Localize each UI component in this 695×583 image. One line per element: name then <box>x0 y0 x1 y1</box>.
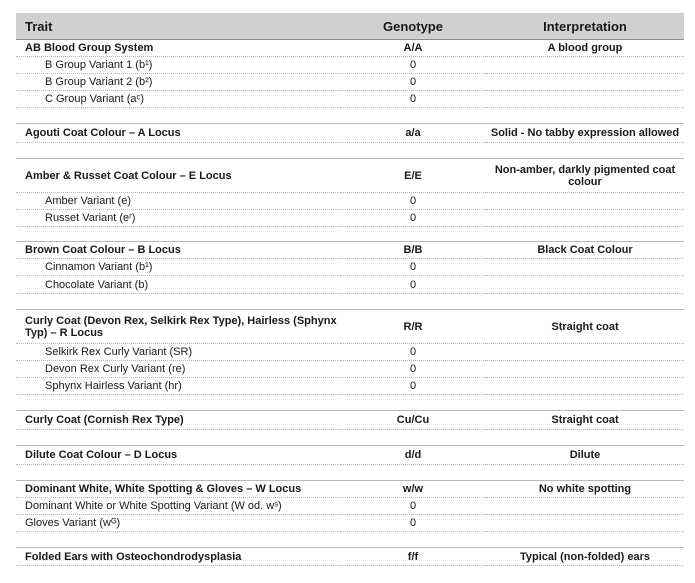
spacer-row <box>16 532 684 548</box>
trait-cell: Amber Variant (e) <box>16 193 340 210</box>
interpretation-cell <box>486 498 684 515</box>
genotype-cell: 0 <box>340 378 486 395</box>
trait-cell: Agouti Coat Colour – A Locus <box>16 124 340 143</box>
genotype-cell: f/f <box>340 548 486 566</box>
interpretation-cell <box>486 344 684 361</box>
genotype-cell: 0 <box>340 210 486 227</box>
variant-row <box>16 74 684 91</box>
variant-row <box>16 498 684 515</box>
spacer-row <box>16 143 684 159</box>
header-genotype: Genotype <box>340 13 486 40</box>
trait-row <box>16 446 684 465</box>
interpretation-cell <box>486 276 684 294</box>
interpretation-cell <box>486 210 684 227</box>
table-body <box>16 40 684 566</box>
genotype-cell: 0 <box>340 259 486 276</box>
interpretation-cell: Straight coat <box>486 310 684 344</box>
interpretation-cell <box>486 91 684 108</box>
interpretation-cell <box>486 259 684 276</box>
variant-row <box>16 515 684 532</box>
genotype-cell: d/d <box>340 446 486 465</box>
trait-cell: Curly Coat (Cornish Rex Type) <box>16 411 340 430</box>
interpretation-cell <box>486 361 684 378</box>
interpretation-cell: Solid - No tabby expression allowed <box>486 124 684 143</box>
trait-cell: Dominant White, White Spotting & Gloves – W Locus <box>16 481 340 498</box>
trait-cell: Selkirk Rex Curly Variant (SR) <box>16 344 340 361</box>
genotype-cell: 0 <box>340 74 486 91</box>
trait-cell: B Group Variant 1 (b¹) <box>16 57 340 74</box>
spacer-row <box>16 227 684 242</box>
trait-row <box>16 159 684 193</box>
genotype-cell: Cu/Cu <box>340 411 486 430</box>
trait-cell: Russet Variant (eʳ) <box>16 210 340 227</box>
genotype-cell: 0 <box>340 498 486 515</box>
variant-row <box>16 193 684 210</box>
trait-cell: C Group Variant (aᶜ) <box>16 91 340 108</box>
variant-row <box>16 259 684 276</box>
interpretation-cell: No white spotting <box>486 481 684 498</box>
interpretation-cell <box>486 193 684 210</box>
spacer-cell <box>16 227 684 242</box>
spacer-cell <box>16 294 684 310</box>
genotype-cell: 0 <box>340 344 486 361</box>
interpretation-cell: Typical (non-folded) ears <box>486 548 684 566</box>
trait-row <box>16 481 684 498</box>
trait-row <box>16 124 684 143</box>
traits-table <box>16 13 684 566</box>
genotype-cell: 0 <box>340 91 486 108</box>
interpretation-cell <box>486 378 684 395</box>
spacer-row <box>16 395 684 411</box>
genotype-cell: a/a <box>340 124 486 143</box>
interpretation-cell <box>486 57 684 74</box>
trait-row <box>16 40 684 57</box>
genotype-cell: 0 <box>340 515 486 532</box>
genotype-cell: 0 <box>340 361 486 378</box>
genotype-cell: B/B <box>340 242 486 259</box>
trait-cell: Sphynx Hairless Variant (hr) <box>16 378 340 395</box>
variant-row <box>16 344 684 361</box>
trait-cell: Amber & Russet Coat Colour – E Locus <box>16 159 340 193</box>
spacer-row <box>16 294 684 310</box>
interpretation-cell: Dilute <box>486 446 684 465</box>
genotype-cell: w/w <box>340 481 486 498</box>
spacer-cell <box>16 108 684 124</box>
trait-cell: Chocolate Variant (b) <box>16 276 340 294</box>
spacer-cell <box>16 465 684 481</box>
variant-row <box>16 378 684 395</box>
trait-cell: Folded Ears with Osteochondrodysplasia <box>16 548 340 566</box>
spacer-cell <box>16 395 684 411</box>
trait-row <box>16 242 684 259</box>
spacer-cell <box>16 430 684 446</box>
trait-cell: Dilute Coat Colour – D Locus <box>16 446 340 465</box>
genotype-cell: 0 <box>340 193 486 210</box>
genotype-cell: A/A <box>340 40 486 57</box>
trait-cell: B Group Variant 2 (b²) <box>16 74 340 91</box>
trait-cell: Curly Coat (Devon Rex, Selkirk Rex Type), Hairless (Sphynx Typ) – R Locus <box>16 310 340 344</box>
variant-row <box>16 361 684 378</box>
variant-row <box>16 276 684 294</box>
genotype-cell: 0 <box>340 57 486 74</box>
trait-cell: Devon Rex Curly Variant (re) <box>16 361 340 378</box>
interpretation-cell: A blood group <box>486 40 684 57</box>
variant-row <box>16 57 684 74</box>
trait-cell: Brown Coat Colour – B Locus <box>16 242 340 259</box>
trait-cell: Cinnamon Variant (b¹) <box>16 259 340 276</box>
trait-cell: Dominant White or White Spotting Variant (W od. wˢ) <box>16 498 340 515</box>
trait-cell: Gloves Variant (wᴳ) <box>16 515 340 532</box>
genotype-cell: E/E <box>340 159 486 193</box>
genetics-report-table <box>16 13 684 566</box>
interpretation-cell <box>486 515 684 532</box>
interpretation-cell: Straight coat <box>486 411 684 430</box>
variant-row <box>16 210 684 227</box>
genotype-cell: R/R <box>340 310 486 344</box>
spacer-cell <box>16 532 684 548</box>
trait-row <box>16 548 684 566</box>
spacer-row <box>16 430 684 446</box>
table-header-row <box>16 13 684 40</box>
interpretation-cell: Non-amber, darkly pigmented coat colour <box>486 159 684 193</box>
interpretation-cell: Black Coat Colour <box>486 242 684 259</box>
spacer-row <box>16 465 684 481</box>
trait-row <box>16 310 684 344</box>
genotype-cell: 0 <box>340 276 486 294</box>
spacer-row <box>16 108 684 124</box>
header-trait: Trait <box>16 13 340 40</box>
header-interpretation: Interpretation <box>486 13 684 40</box>
spacer-cell <box>16 143 684 159</box>
trait-cell: AB Blood Group System <box>16 40 340 57</box>
interpretation-cell <box>486 74 684 91</box>
trait-row <box>16 411 684 430</box>
variant-row <box>16 91 684 108</box>
